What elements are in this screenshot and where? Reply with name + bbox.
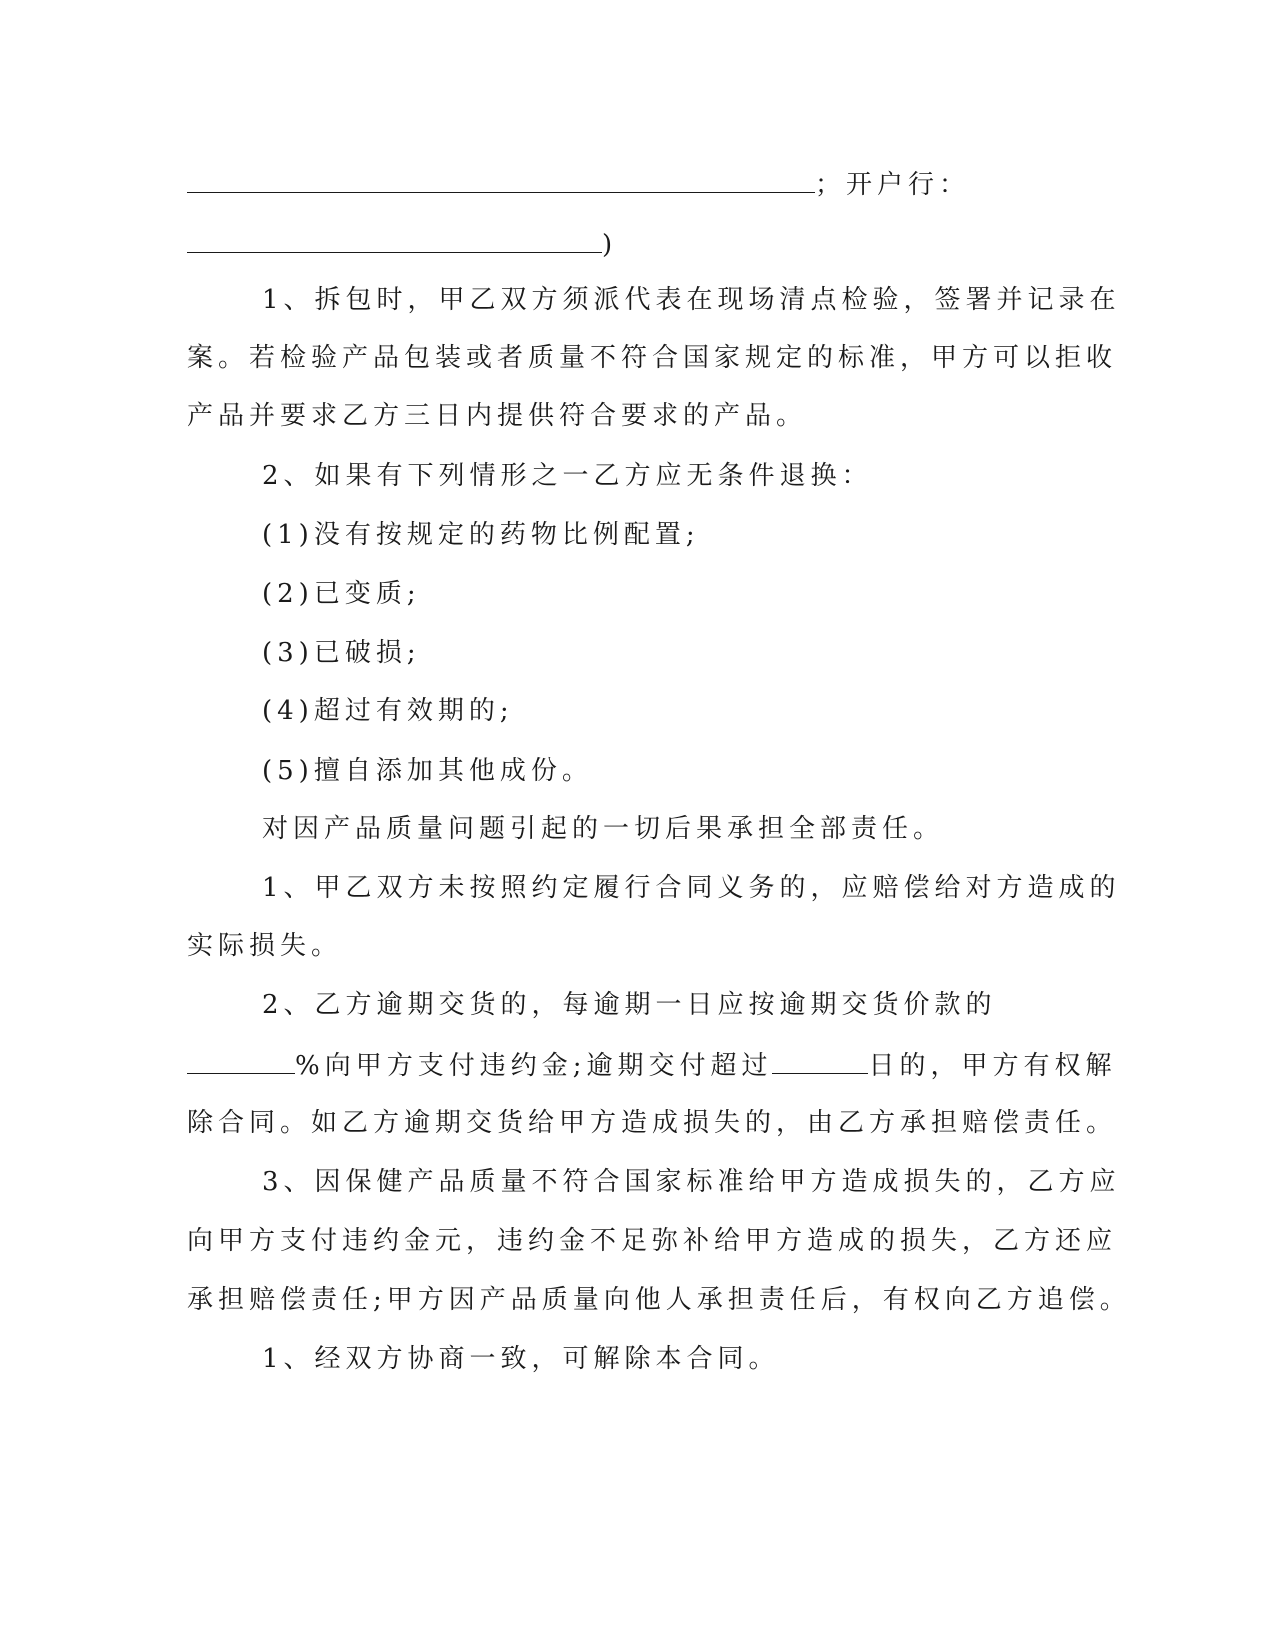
list-item: (2)已变质; [262, 579, 421, 609]
paragraph-line: 实际损失。 [187, 931, 343, 961]
paragraph-line: 承担赔偿责任;甲方因产品质量向他人承担责任后，有权向乙方追偿。 [187, 1285, 1131, 1315]
penalty-line [187, 1047, 1117, 1083]
bank-line [187, 226, 1087, 262]
bank-label: ；开户行： [815, 170, 971, 200]
list-item: (1)没有按规定的药物比例配置; [262, 520, 700, 550]
days-blank[interactable] [772, 1047, 868, 1074]
paragraph-line: 案。若检验产品包装或者质量不符合国家规定的标准，甲方可以拒收 [187, 343, 1118, 373]
penalty-text-part1: %向甲方支付违约金;逾期交付超过 [295, 1051, 773, 1081]
account-number-blank[interactable] [187, 166, 815, 193]
account-line [187, 166, 1087, 202]
bank-name-blank[interactable] [187, 226, 602, 253]
paragraph-line: 除合同。如乙方逾期交货给甲方造成损失的，由乙方承担赔偿责任。 [187, 1108, 1118, 1138]
paragraph-line: 1、经双方协商一致，可解除本合同。 [262, 1344, 780, 1374]
paragraph-line: 2、乙方逾期交货的，每逾期一日应按逾期交货价款的 [262, 990, 997, 1020]
percentage-blank[interactable] [187, 1047, 295, 1074]
paragraph-line: 对因产品质量问题引起的一切后果承担全部责任。 [262, 814, 945, 844]
paragraph-line: 1、拆包时，甲乙双方须派代表在现场清点检验，签署并记录在 [262, 285, 1121, 315]
paragraph-line: 2、如果有下列情形之一乙方应无条件退换： [262, 461, 873, 491]
list-item: (4)超过有效期的; [262, 696, 514, 726]
paragraph-line: 1、甲乙双方未按照约定履行合同义务的，应赔偿给对方造成的 [262, 873, 1121, 903]
paragraph-line: 产品并要求乙方三日内提供符合要求的产品。 [187, 401, 808, 431]
bank-line-close: ) [602, 230, 618, 260]
paragraph-line: 3、因保健产品质量不符合国家标准给甲方造成损失的，乙方应 [262, 1167, 1121, 1197]
list-item: (3)已破损; [262, 638, 421, 668]
list-item: (5)擅自添加其他成份。 [262, 756, 593, 786]
paragraph-line: 向甲方支付违约金元，违约金不足弥补给甲方造成的损失，乙方还应 [187, 1226, 1118, 1256]
penalty-text-part2: 日的，甲方有权解 [868, 1051, 1117, 1081]
